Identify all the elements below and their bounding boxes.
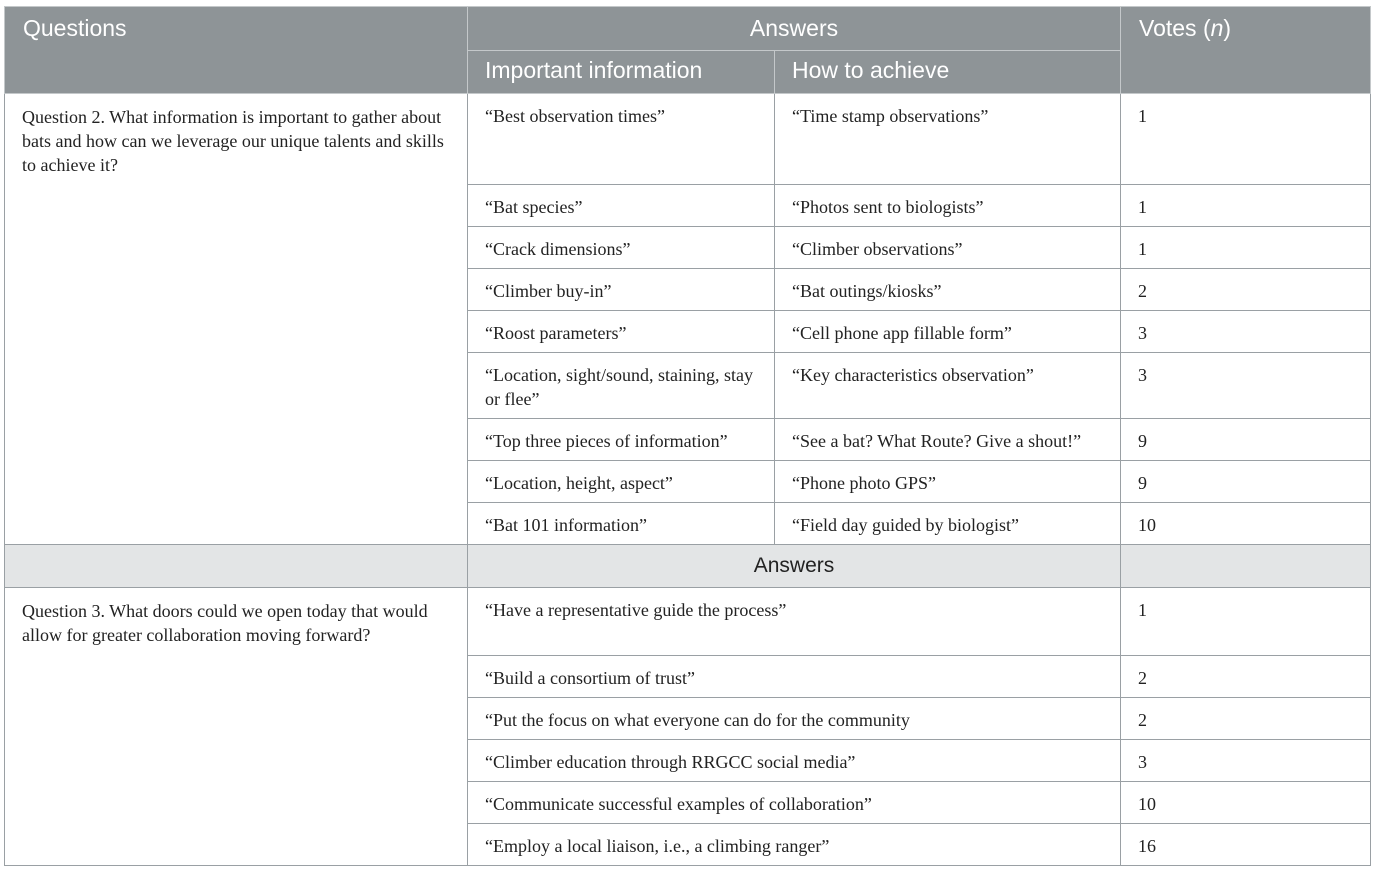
info-cell: “Best observation times” <box>468 94 775 185</box>
how-cell: “Key characteristics observation” <box>775 353 1121 419</box>
table-row <box>5 94 1371 185</box>
section-spacer <box>5 545 468 588</box>
info-cell: “Climber buy-in” <box>468 269 775 311</box>
votes-cell: 1 <box>1121 94 1371 185</box>
votes-cell: 1 <box>1121 588 1371 656</box>
info-cell: “Location, height, aspect” <box>468 461 775 503</box>
votes-cell: 2 <box>1121 269 1371 311</box>
how-cell: “Cell phone app fillable form” <box>775 311 1121 353</box>
votes-cell: 10 <box>1121 503 1371 545</box>
how-cell: “Time stamp observations” <box>775 94 1121 185</box>
table-row <box>5 588 1371 656</box>
section-spacer <box>1121 545 1371 588</box>
answer-cell: “Employ a local liaison, i.e., a climbing ranger” <box>468 824 1121 866</box>
how-cell: “See a bat? What Route? Give a shout!” <box>775 419 1121 461</box>
answer-cell: “Put the focus on what everyone can do for the community <box>468 698 1121 740</box>
votes-cell: 16 <box>1121 824 1371 866</box>
votes-cell: 1 <box>1121 185 1371 227</box>
answer-cell: “Communicate successful examples of collaboration” <box>468 782 1121 824</box>
votes-header-suffix: ) <box>1223 15 1232 41</box>
votes-header <box>1121 7 1371 94</box>
answer-cell: “Climber education through RRGCC social media” <box>468 740 1121 782</box>
votes-cell: 3 <box>1121 353 1371 419</box>
info-cell: “Bat 101 information” <box>468 503 775 545</box>
info-cell: “Roost parameters” <box>468 311 775 353</box>
info-cell: “Bat species” <box>468 185 775 227</box>
how-cell: “Photos sent to biologists” <box>775 185 1121 227</box>
votes-cell: 9 <box>1121 419 1371 461</box>
section-answers-label: Answers <box>468 545 1121 588</box>
votes-header-prefix: Votes ( <box>1139 15 1211 41</box>
header-row <box>5 7 1371 51</box>
important-information-header: Important information <box>468 51 775 94</box>
info-cell: “Top three pieces of information” <box>468 419 775 461</box>
answer-cell: “Have a representative guide the process” <box>468 588 1121 656</box>
how-cell: “Bat outings/kiosks” <box>775 269 1121 311</box>
answer-cell: “Build a consortium of trust” <box>468 656 1121 698</box>
votes-header-n: n <box>1210 15 1224 41</box>
questions-header: Questions <box>5 7 468 94</box>
votes-cell: 1 <box>1121 227 1371 269</box>
votes-cell: 3 <box>1121 740 1371 782</box>
results-table <box>4 6 1371 866</box>
answers-header: Answers <box>468 7 1121 51</box>
votes-cell: 3 <box>1121 311 1371 353</box>
votes-cell: 2 <box>1121 698 1371 740</box>
how-to-achieve-header: How to achieve <box>775 51 1121 94</box>
votes-cell: 9 <box>1121 461 1371 503</box>
how-cell: “Climber observations” <box>775 227 1121 269</box>
question-3-cell: Question 3. What doors could we open today that would allow for greater collaboration moving forward? <box>5 588 468 866</box>
section-row <box>5 545 1371 588</box>
how-cell: “Field day guided by biologist” <box>775 503 1121 545</box>
votes-cell: 2 <box>1121 656 1371 698</box>
question-2-cell: Question 2. What information is important to gather about bats and how can we leverage our unique talents and skills to achieve it? <box>5 94 468 545</box>
info-cell: “Crack dimensions” <box>468 227 775 269</box>
how-cell: “Phone photo GPS” <box>775 461 1121 503</box>
votes-cell: 10 <box>1121 782 1371 824</box>
info-cell: “Location, sight/sound, staining, stay or flee” <box>468 353 775 419</box>
